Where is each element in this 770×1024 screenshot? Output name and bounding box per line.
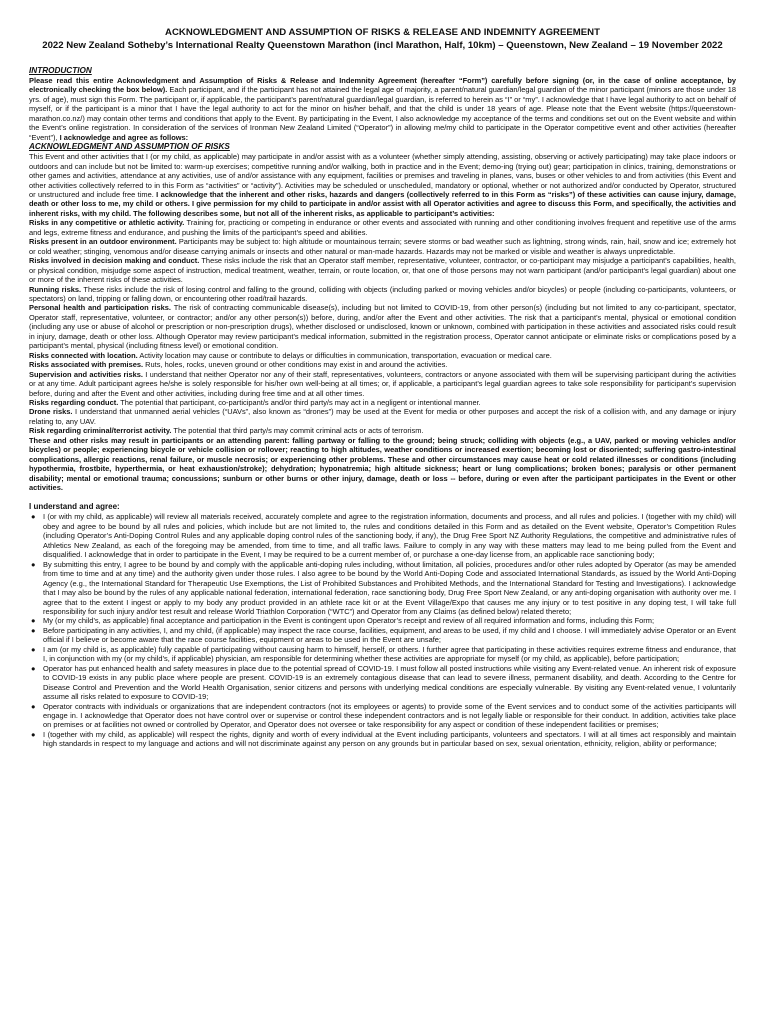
risk-item — [29, 285, 736, 304]
risks-body: This Event and other activities that I (or my child, as applicable) may participate in and/or assist with as a volunteer (whether simply attending, assisting, observing or actively participating) may take place indoors or outdoors and can include but not be limited to: warm-up exercises; competitive running and/or walking, both in practice and in the Event; demo-ing (trying out) gear; participation in clinics, training, demonstrations or other games and activities, attendance at any activities, use of and/or assistance with any equipment, facilities or premises and traveling in planes, vans, buses or other vehicles to and from activities (this Event and other activities collectively referred to in this Form as “activities” or “activity”). Activities may be scheduled or unscheduled, mandatory or optional, whether or not authorized and/or conducted by Operator, structured or unstructured and include free time. — [29, 152, 736, 199]
agree-item-text: Operator has put enhanced health and safety measures in place due to the potential spread of COVID-19. I must follow all posted instructions while visiting any Event-related venue. An inherent risk of exposure to COVID-19 exists in any public place where people are present. COVID-19 is an extremely contagious disease that can lead to severe illness, permanent disability, and death. According to the Centre for Disease Control and Prevention and the World Health Organisation, senior citizens and persons with underlying medical conditions are especially vulnerable. By visiting any Event-related venue, I voluntarily assume all risks related to exposure to COVID-19; — [43, 663, 736, 702]
risk-item-text: Activity location may cause or contribute to delays or difficulties in communication, transportation, evacuation or medical care. — [137, 350, 552, 360]
agree-item — [31, 644, 736, 664]
risk-item-label: Risks regarding conduct. — [29, 397, 119, 407]
risk-item-label: Risk regarding criminal/terrorist activity. — [29, 426, 172, 436]
risks-closing-paragraph: These and other risks may result in participants or an attending parent: falling partway or falling to the ground; being struck; colliding with objects (e.g., a UAV, parked or moving vehicles and/or bicycles) or people; experiencing bicycle or vehicle collision or rollover; reacting to high altitudes, weather conditions or increased exertion; becoming lost or disoriented; suffering gastro-intestinal complications, allergic reactions, renal failure, or muscle necrosis; or experiencing other problems. These and other circumstances may cause heat or cold related illnesses or conditions (including hypothermia, frostbite, hyperthermia, or heat exhaustion/stroke); dehydration; hyponatremia; high altitude sickness; heart or lung complications; broken bones; paralysis or other permanent disability; mental or emotional trauma; concussions; sunburn or other burns or other injury, damage, death or loss -- before, during or even after the participant participates in the Event or other activities. — [29, 435, 736, 493]
risks-heading: ACKNOWLEDGMENT AND ASSUMPTION OF RISKS — [29, 142, 230, 152]
agree-item-text: My (or my child’s, as applicable) final acceptance and participation in the Event is contingent upon Operator’s receipt and review of all required information and forms, including this Form; — [43, 616, 655, 626]
risk-item — [29, 237, 736, 256]
risk-item-text: These risks include the risk that an Operator staff member, representative, volunteer, contractor, or co-participant may misjudge a participant’s capabilities, health, or physical condition, misjudge some aspect of instruction, medical treatment, weather, terrain, or route location, or, that one of those persons may not warn participant (and/or participant’s legal guardian) about one or more of the inherent risks of these activities. — [29, 256, 737, 285]
risks-body-bold: I acknowledge that the inherent and other risks, hazards and dangers (collectively referred to in this Form as “risks”) of these activities can cause injury, damage, death or other loss to me, my child or others. I give permission for my child to participate in and/or assist with all Operator activities and agree to discuss this Form, and specifically, the activities and inherent risks, with my child. The following describes some, but not all of the inherent risks, as applicable to participant’s activities: — [29, 189, 736, 218]
introduction-tail: I acknowledge and agree as follows: — [59, 132, 189, 142]
agree-section — [29, 502, 736, 748]
agree-list — [29, 512, 736, 748]
risk-item-label: Running risks. — [29, 284, 82, 294]
introduction-paragraph — [29, 76, 736, 142]
risk-item-label: Risks associated with premises. — [29, 360, 144, 370]
bullet-icon: ● — [31, 625, 36, 635]
agree-item — [31, 616, 736, 626]
introduction-body: Each participant, and if the participant has not attained the legal age of majority, a parent/natural guardian/legal guardian of the minor participant (minors are those under 18 yrs. of age), must sign this Form. The participant or, if applicable, the participant’s parent/natural guardian/legal guardian, is referred to herein as “I” or “my”. I acknowledge that I have legal authority to act on behalf of myself, or if the participant is a minor that I have the legal authority to act for the minor on his/her behalf, and that the child is under 18 years of age. Please note that the Event website (https://queenstown-marathon.co.nz/) may contain other terms and conditions that apply to the Event. By participating in the Event, I also acknowledge my acceptance of the terms and conditions set out on the Event website and within the Event’s online registration. In consideration of the services of Ironman New Zealand Limited (“Operator”) in allowing me/my child to participate in the Operator competitive event and other activities (hereafter “Event”), — [29, 85, 737, 142]
bullet-icon: ● — [31, 663, 36, 673]
risk-item-text: Training for, practicing or competing in endurance or other events and associated with running and other conditioning involves frequent and repetitive use of the arms and legs, extreme fitness and endurance, and pushing the limits of the participant’s speed and abilities. — [29, 218, 736, 237]
agree-item-text: Before participating in any activities, I, and my child, (if applicable) may inspect the race course, facilities, equipment, and areas to be used, if my child and I choose. I will immediately advise Operator or an Event official if I believe or become aware that the race course facilities, equipment or areas to be used in the Event are unsafe; — [43, 625, 736, 645]
risk-item — [29, 426, 736, 435]
risk-item-text: The potential that third party/s may commit criminal acts or acts of terrorism. — [171, 426, 424, 436]
agree-item — [31, 625, 736, 645]
agree-item-text: I am (or my child is, as applicable) fully capable of participating without causing harm to himself, herself, or others. I further agree that participating in these activities requires extreme fitness and endurance, that I, in conjunction with my (or my child’s, if applicable) physician, am responsible for determining whether these activities are appropriate for myself (or my child, as applicable), before participation; — [43, 644, 736, 664]
risk-item — [29, 351, 736, 360]
risk-item — [29, 218, 736, 237]
agree-item — [31, 729, 736, 749]
bullet-icon: ● — [31, 512, 36, 522]
risk-item-label: Risks present in an outdoor environment. — [29, 237, 177, 247]
agree-item-text: By submitting this entry, I agree to be bound by and comply with the applicable anti-doping rules including, without limitation, all policies, procedures and/or other rules adopted by Operator (as may be amended from time to time and at any time) and the authority given under those rules. I also agree to be bound by the World Anti-Doping Code and associated International Standards, as issued by the World Anti-Doping Agency (e.g., the International Standard for Therapeutic Use Exemptions, the List of Prohibited Substances and Prohibited Methods, and the International Standard for Testing and Investigations). I acknowledge that I may also be bound by the rules of any applicable national federation, international federation, race sanctioning body, Drug Free Sport New Zealand, or any anti-doping organisation with authority over me. I agree that to the extent I ingest or apply to my body any product provided in an athlete race kit or at the Event Village/Expo that causes me any injury or to test positive in any doping test, I will take full responsibility for such injury and/or test result and release World Triathlon Corporation (“WTC”) and Operator from any Claims (as defined below) related thereto; — [43, 559, 736, 617]
document-subtitle: 2022 New Zealand Sotheby’s International Realty Queenstown Marathon (incl Marathon, Half, 10km) – Queenstown, New Zealand – 19 November 2022 — [42, 39, 723, 51]
risk-item — [29, 398, 736, 407]
bullet-icon: ● — [31, 559, 36, 569]
risk-items-list — [29, 218, 736, 435]
bullet-icon: ● — [31, 701, 36, 711]
risk-item — [29, 360, 736, 369]
risk-item-label: Drone risks. — [29, 407, 73, 417]
risk-item-text: I understand that unmanned aerial vehicles (“UAVs”, also known as “drones”) may be used at the Event for media or other purposes and accept the risk of a collision with, and any damage or injury relating to, any UAV. — [29, 407, 736, 426]
risk-item-text: I understand that neither Operator nor any of their staff, representatives, volunteers, contractors or anyone associated with them will be supervising participant during the activities or at any time. Adult participant agrees he/she is solely responsible for his/her own well-being at all times; or, if applicable, a participant’s legal guardian agrees to take sole responsibility for participant’s supervision before, during and after the Event and other activities, including during free time and at all other times. — [29, 369, 736, 398]
risk-item-label: Supervision and activities risks. — [29, 369, 143, 379]
risk-item-label: Risks involved in decision making and conduct. — [29, 256, 200, 266]
risk-item — [29, 303, 736, 350]
risk-item-label: Risks in any competitive or athletic activity. — [29, 218, 185, 228]
risk-item-text: The risk of contracting communicable disease(s), including but not limited to COVID-19, from other person(s) (including but not limited to any co-participant, spectator, Operator staff, representative, volunteer, or contractor; and/or any other person(s)) before, during, and/or after the Event and other activities. The risk that a participant’s mental, physical or emotional condition (including any use or abuse of alcohol or prescription or non-prescription drugs), whether disclosed or undisclosed, known or unknown, combined with participation in these activities and associated risks could result in injury, damage, death or other loss. Although Operator may review participant’s medical information, submitted in the registration process, Operator cannot anticipate or eliminate risks or complications posed by a participant’s mental, physical (including fitness level) or emotional condition. — [29, 303, 737, 351]
introduction-lead: Please read this entire Acknowledgment and Assumption of Risks & Release and Indemnity Agreement (hereafter “Form”) carefully before signing (or, in the case of online acceptance, by electronically checking the box below). — [29, 76, 736, 95]
agree-heading: I understand and agree: — [29, 502, 120, 512]
bullet-icon: ● — [31, 616, 36, 626]
introduction-section — [29, 66, 736, 142]
agree-item-text: Operator contracts with individuals or organizations that are independent contractors (not its employees or agents) to provide some of the Event services and to conduct some of the activities participants will engage in. I acknowledge that Operator does not have control over or supervise or control these independent contractors and is not legally liable or responsible for their conduct. In addition, activities take place on premises or at facilities not owned or controlled by Operator, and Operator does not oversee or take responsibility for any aspect or condition of these independent facilities or premises; — [43, 701, 736, 730]
risk-item-label: Personal health and participation risks. — [29, 303, 171, 313]
risk-item — [29, 370, 736, 398]
agree-item-text: I (together with my child, as applicable) will respect the rights, dignity and worth of every individual at the Event including participants, volunteers and spectators. I will at all times act responsibly and maintain high standards in respect to my language and actions and will not discriminate against any person on any grounds but in particular based on sex, sexual orientation, ethnicity, religion, ability or performance; — [43, 729, 736, 749]
risk-item — [29, 407, 736, 426]
risk-item-text: The potential that participant, co-participant/s and/or third party/s may act in a negligent or intentional manner. — [118, 397, 481, 407]
agree-item — [31, 701, 736, 730]
risks-section — [29, 142, 736, 492]
bullet-icon: ● — [31, 729, 36, 739]
risk-item-text: Participants may be subject to: high altitude or mountainous terrain; severe storms or bad weather such as lightning, strong winds, rain, hail, snow and ice; extremely hot or cold weather; stinging, venomous and/or disease carrying animals or insects and other natural or man-made hazards. Hazards may not be marked or visible and weather is always unpredictable. — [29, 237, 736, 256]
risk-item-label: Risks connected with location. — [29, 350, 138, 360]
introduction-heading: INTRODUCTION — [29, 66, 92, 75]
agree-item — [31, 559, 736, 617]
risk-item — [29, 256, 736, 284]
document-title: ACKNOWLEDGMENT AND ASSUMPTION OF RISKS & RELEASE AND INDEMNITY AGREEMENT — [165, 27, 600, 38]
agree-item — [31, 663, 736, 702]
bullet-icon: ● — [31, 644, 36, 654]
risk-item-text: Ruts, holes, rocks, uneven ground or other conditions may exist in and around the activities. — [143, 360, 448, 370]
agree-item — [31, 512, 736, 560]
risk-item-text: These risks include the risk of losing control and falling to the ground, colliding with objects (including parked or moving vehicles and/or bicycles) or people (including co-participants, volunteers, or spectators) on land, tripping or falling down, or encountering other road/trail hazards. — [29, 284, 736, 303]
agree-item-text: I (or with my child, as applicable) will review all materials received, accurately complete and agree to the registration information, documents and process, and all rules and policies. I (together with my child) will obey and agree to be bound by all rules and policies, which include but are not limited to, the rules and conditions detailed in this Form and as detailed on the Event website, Operator’s Competition Rules (including Operator’s Anti-Doping Control Rules and any applicable doping control rules of the sanctioning body, if any), the Drug Free Sport NZ Authority Regulations, the competitive and administrative rules of Athletics New Zealand, as each of the foregoing may be amended, from time to time, and all traffic laws. Failure to comply in any way with these matters may lead to me being pulled from the Event and disqualified. I acknowledge that in order to participate in the Event, I may be required to be a current member of, or purchase a one-day license from, an applicable race sanctioning body; — [43, 512, 736, 560]
risks-intro-paragraph — [29, 152, 736, 218]
